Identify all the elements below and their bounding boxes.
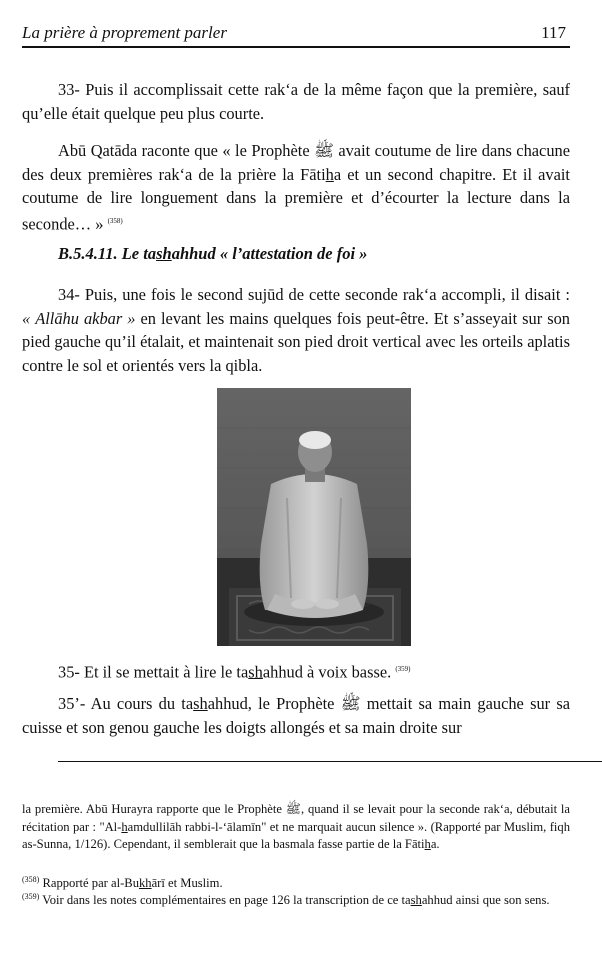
- underlined-letters: sh: [248, 662, 263, 682]
- item-number: 35’-: [58, 694, 86, 713]
- text-run: ahhud, le Prophète ﷺ mettait sa main gauche sur sa cuisse et son genou gauche les doigts allongés et sa main droite sur: [22, 694, 571, 737]
- footnote-text: Voir dans les notes complémentaires en page 126 la transcription de ce ta: [39, 893, 411, 908]
- text-run: en levant les mains quelques fois peut-être. Et s’asseyait sur son pied gauche qu’il étalait, et maintenait son pied droit vertical avec les orteils aplatis contre le sol et orientés vers la qibla.: [22, 308, 570, 375]
- paragraph-34: [22, 283, 570, 377]
- running-title: La prière à proprement parler: [22, 23, 227, 42]
- text-run: Et il se mettait à lire le ta: [79, 662, 249, 682]
- underlined-letters: kh: [139, 876, 152, 891]
- item-number: 33-: [58, 80, 80, 99]
- footnote-continuation: [22, 801, 570, 854]
- footnote-text: ārī et Muslim.: [151, 876, 223, 891]
- paragraph-abu-qatada: [22, 139, 570, 235]
- footnote-text: ahhud ainsi que son sens.: [421, 893, 550, 908]
- paragraph-35: [22, 658, 570, 684]
- footnote-ref: (359): [395, 665, 411, 673]
- page-number: 117: [541, 23, 566, 42]
- underlined-letters: sh: [193, 694, 208, 713]
- underlined-letters: sh: [410, 893, 422, 908]
- paragraph-33: [22, 78, 570, 125]
- tashahhud-photo: [217, 388, 411, 646]
- text-run: ahhud à voix basse.: [262, 662, 392, 682]
- text-run: Abū Qatāda raconte que « le Prophète ﷺ avait coutume de lire dans chacune des deux premières rak‘a de la prière la Fāti: [22, 141, 570, 184]
- arabic-quote: « Allāhu akbar »: [22, 308, 136, 328]
- footnote-text: la première. Abū Hurayra rapporte que le Prophète ﷺ, quand il se levait pour la seconde rak‘a, débutait la récitation par : "Al-: [22, 802, 570, 834]
- item-number: 34-: [58, 285, 80, 304]
- text-run: Puis, une fois le second sujūd de cette seconde rak‘a accompli, il disait :: [79, 285, 570, 304]
- footnote-text: Rapporté par al-Bu: [39, 876, 139, 891]
- footnote-mark: (359): [22, 892, 40, 901]
- footnote-text: amdullilāh rabbi-l-‘ālamīn" et ne marquait aucun silence ». (Rapporté par Muslim, fiqh as-Sunna, 1/126). Cependant, il semblerait que la basmala fasse partie de la Fāti: [22, 819, 570, 851]
- underlined-letter: h: [121, 819, 128, 834]
- underlined-letter: h: [424, 837, 431, 851]
- heading-underlined: sh: [156, 244, 172, 263]
- footnote-separator: [58, 761, 602, 762]
- text-run: Au cours du ta: [85, 694, 194, 713]
- text-run: a et un second chapitre. Et il avait coutume de lire longuement dans la première et d’écourter la lecture dans la seconde… »: [22, 164, 570, 233]
- footnote-mark: (358): [22, 875, 40, 884]
- running-header: [22, 22, 570, 48]
- section-heading: [58, 244, 367, 264]
- footnote-359: [22, 888, 570, 910]
- heading-text: ahhud « l’attestation de foi »: [171, 244, 368, 263]
- paragraph-35-prime: [22, 692, 570, 739]
- footnote-text: a.: [430, 837, 440, 851]
- footnote-ref: (358): [107, 216, 123, 225]
- item-number: 35-: [58, 662, 80, 682]
- heading-text: B.5.4.11. Le ta: [58, 244, 157, 263]
- underlined-letter: h: [325, 164, 334, 184]
- paragraph-text: Puis il accomplissait cette rak‘a de la même façon que la première, sauf qu’elle était quelque peu plus courte.: [22, 80, 570, 123]
